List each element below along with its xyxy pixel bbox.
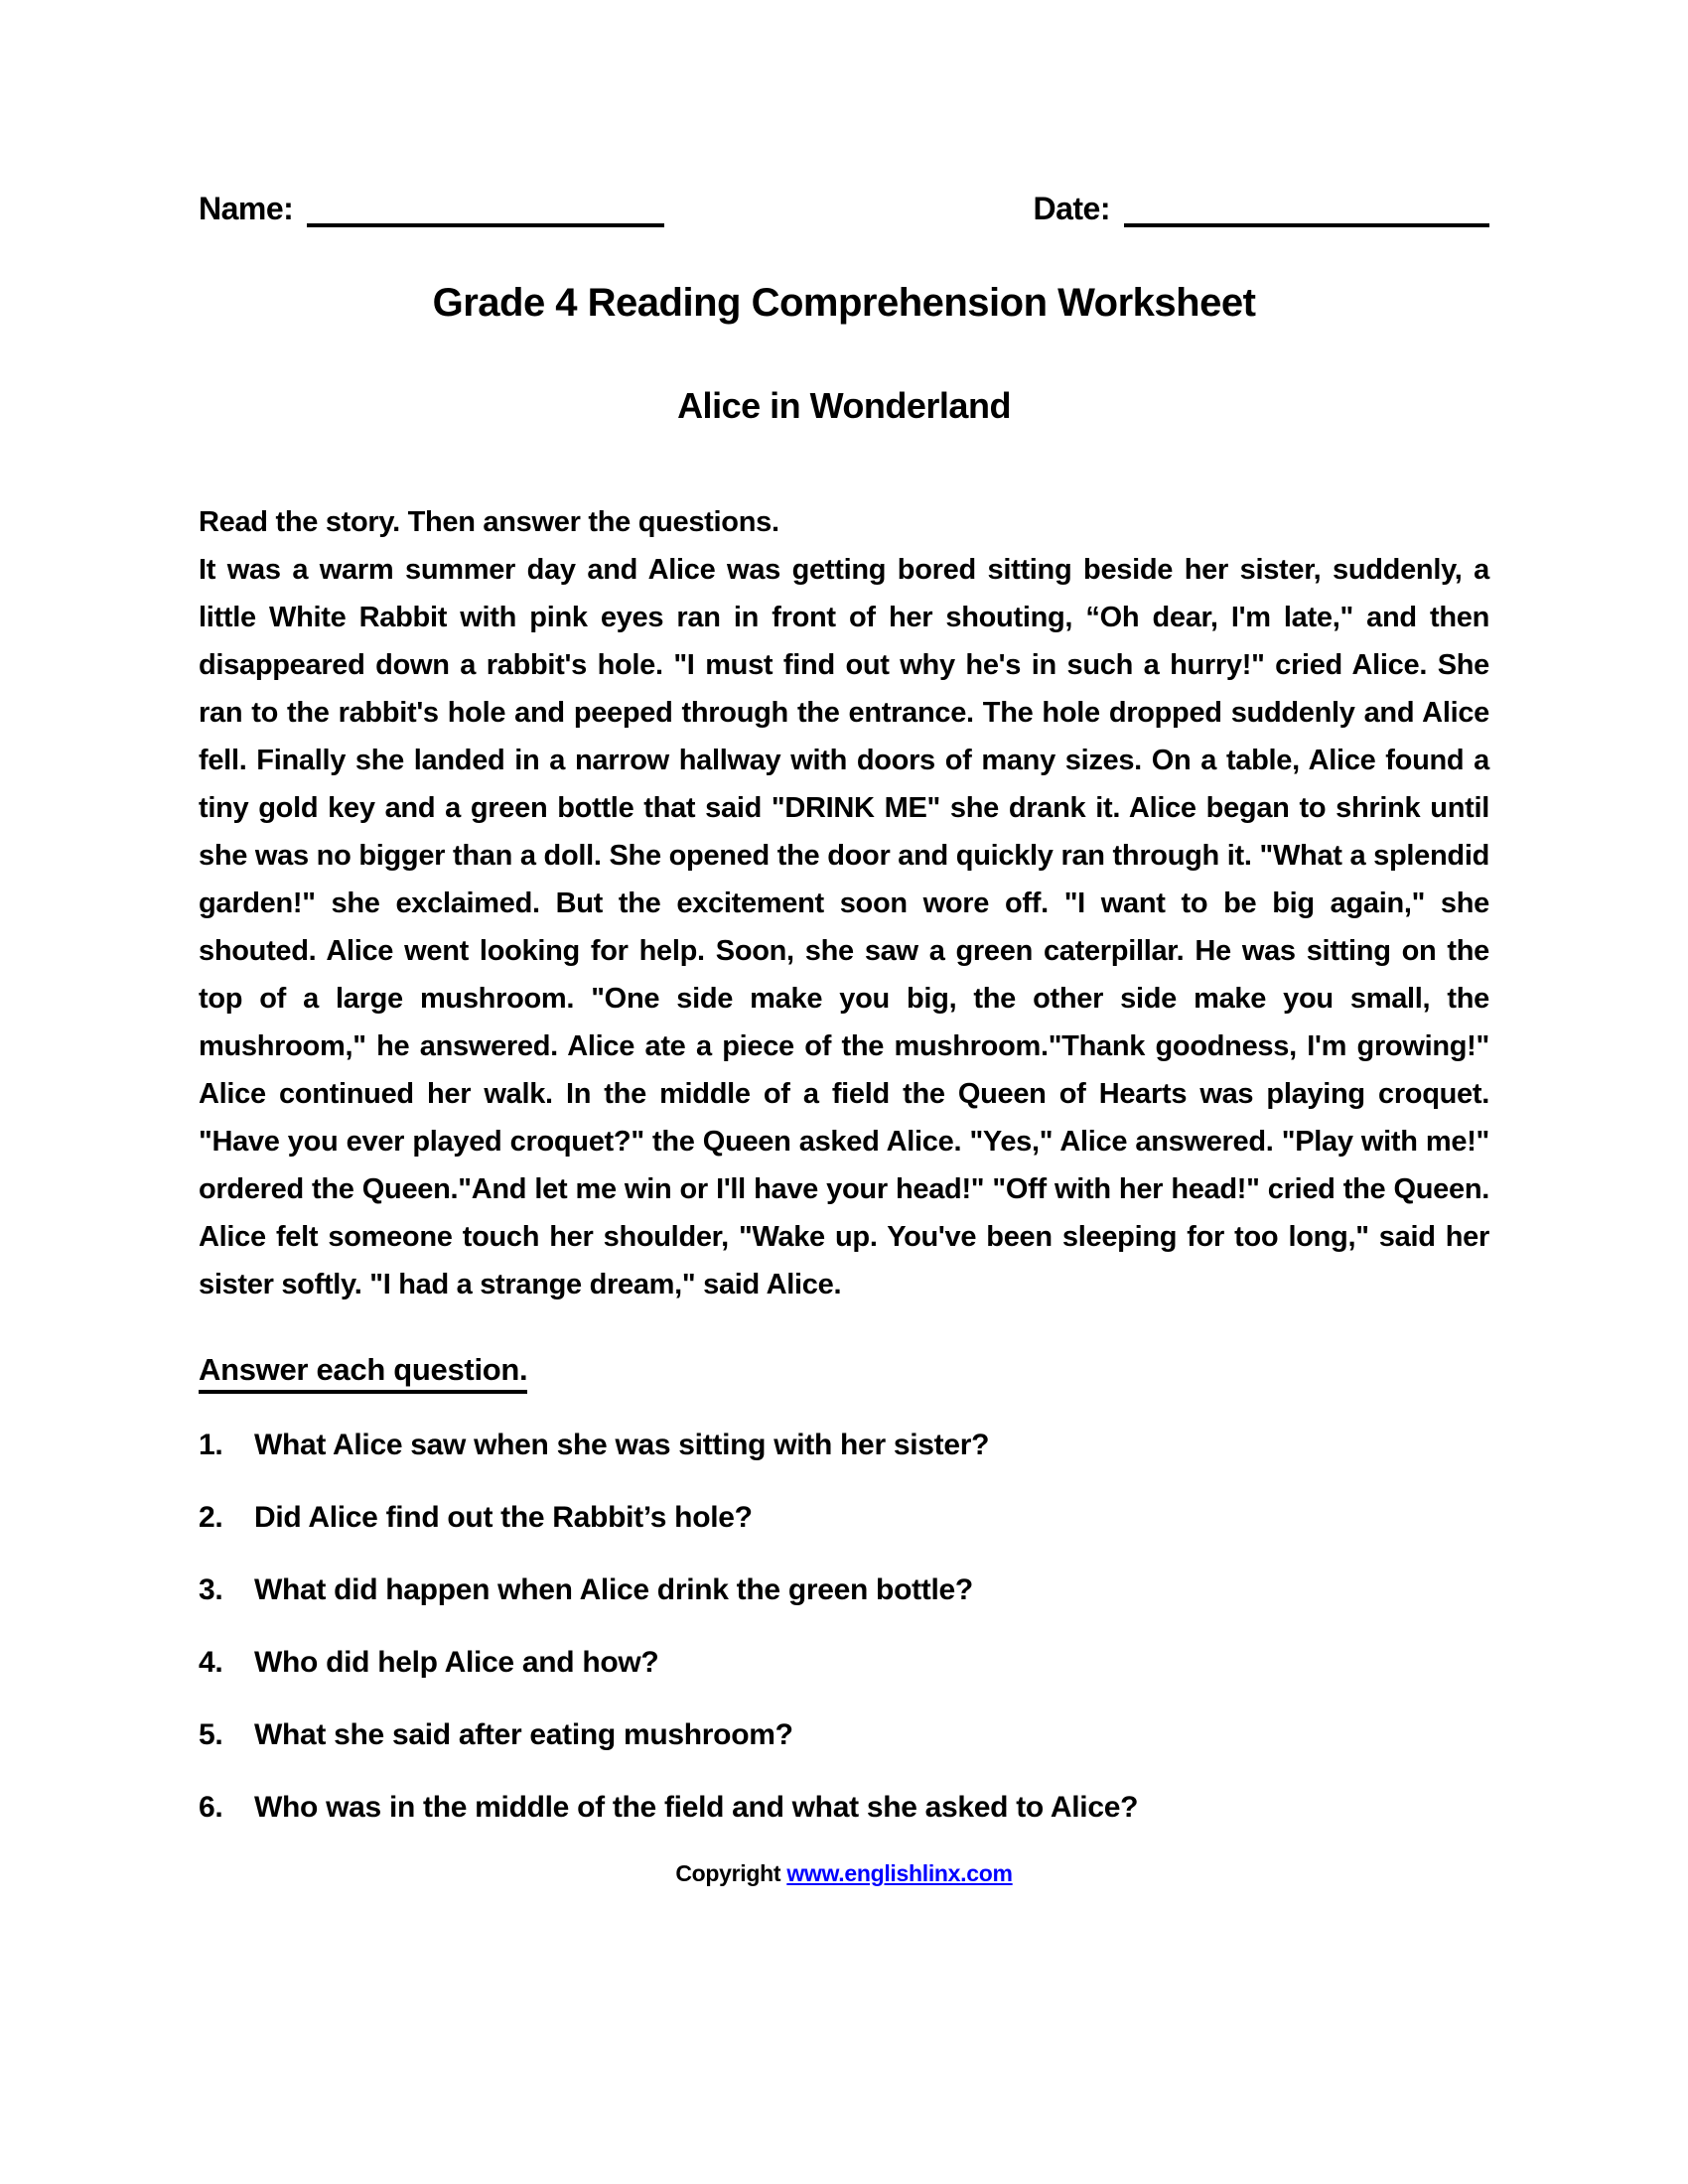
question-item-3 — [199, 1570, 1489, 1610]
question-item-2 — [199, 1498, 1489, 1538]
answer-section — [199, 1352, 1489, 1388]
question-number: 1. — [199, 1429, 223, 1461]
name-blank-line — [307, 219, 664, 227]
question-text: Who was in the middle of the field and what she asked to Alice? — [254, 1791, 1139, 1824]
question-item-4 — [199, 1643, 1489, 1683]
copyright-link[interactable]: www.englishlinx.com — [786, 1860, 1013, 1886]
worksheet-title: Grade 4 Reading Comprehension Worksheet — [432, 281, 1256, 325]
question-number: 6. — [199, 1791, 223, 1824]
question-text: What did happen when Alice drink the green bottle? — [254, 1573, 973, 1606]
copyright-label: Copyright — [675, 1860, 781, 1886]
date-blank-line — [1124, 219, 1489, 227]
question-number: 3. — [199, 1573, 223, 1606]
question-item-6 — [199, 1788, 1489, 1828]
date-label: Date: — [1033, 191, 1110, 226]
story-text: It was a warm summer day and Alice was getting bored sitting beside her sister, suddenly, a little White Rabbit with pink eyes ran in front of her shouting, “Oh dear, I'm late," and then disappeared down a rabbit's hole. "I must find out why he's in such a hurry!" cried Alice. She ran to the rabbit's hole and peeped through the entrance. The hole dropped suddenly and Alice fell. Finally she landed in a narrow hallway with doors of many sizes. On a table, Alice found a tiny gold key and a green bottle that said "DRINK ME" she drank it. Alice began to shrink until she was no bigger than a doll. She opened the door and quickly ran through it. "What a splendid garden!" she exclaimed. But the excitement soon wore off. "I want to be big again," she shouted. Alice went looking for help. Soon, she saw a green caterpillar. He was sitting on the top of a large mushroom. "One side make you big, the other side make you small, the mushroom," he answered. Alice ate a piece of the mushroom."Thank goodness, I'm growing!" Alice continued her walk. In the middle of a field the Queen of Hearts was playing croquet. "Have you ever played croquet?" the Queen asked Alice. "Yes," Alice answered. "Play with me!" ordered the Queen."And let me win or I'll have your head!" "Off with her head!" cried the Queen. Alice felt someone touch her shoulder, "Wake up. You've been sleeping for too long," said her sister softly. "I had a strange dream," said Alice. — [199, 554, 1489, 1300]
question-number: 4. — [199, 1646, 223, 1679]
name-label: Name: — [199, 191, 294, 226]
question-text: Did Alice find out the Rabbit’s hole? — [254, 1501, 753, 1534]
question-text: What Alice saw when she was sitting with her sister? — [254, 1429, 990, 1461]
header-row — [199, 191, 1489, 227]
question-item-1 — [199, 1426, 1489, 1465]
question-text: What she said after eating mushroom? — [254, 1718, 793, 1751]
question-list — [199, 1426, 1489, 1828]
date-field — [1033, 191, 1489, 227]
question-item-5 — [199, 1715, 1489, 1755]
worksheet-subtitle: Alice in Wonderland — [677, 385, 1011, 426]
question-text: Who did help Alice and how? — [254, 1646, 659, 1679]
question-number: 5. — [199, 1718, 223, 1751]
question-number: 2. — [199, 1501, 223, 1534]
footer — [199, 1860, 1489, 1887]
name-field — [199, 191, 664, 227]
answer-heading: Answer each question. — [199, 1352, 527, 1394]
story-instruction: Read the story. Then answer the questions. — [199, 506, 779, 538]
